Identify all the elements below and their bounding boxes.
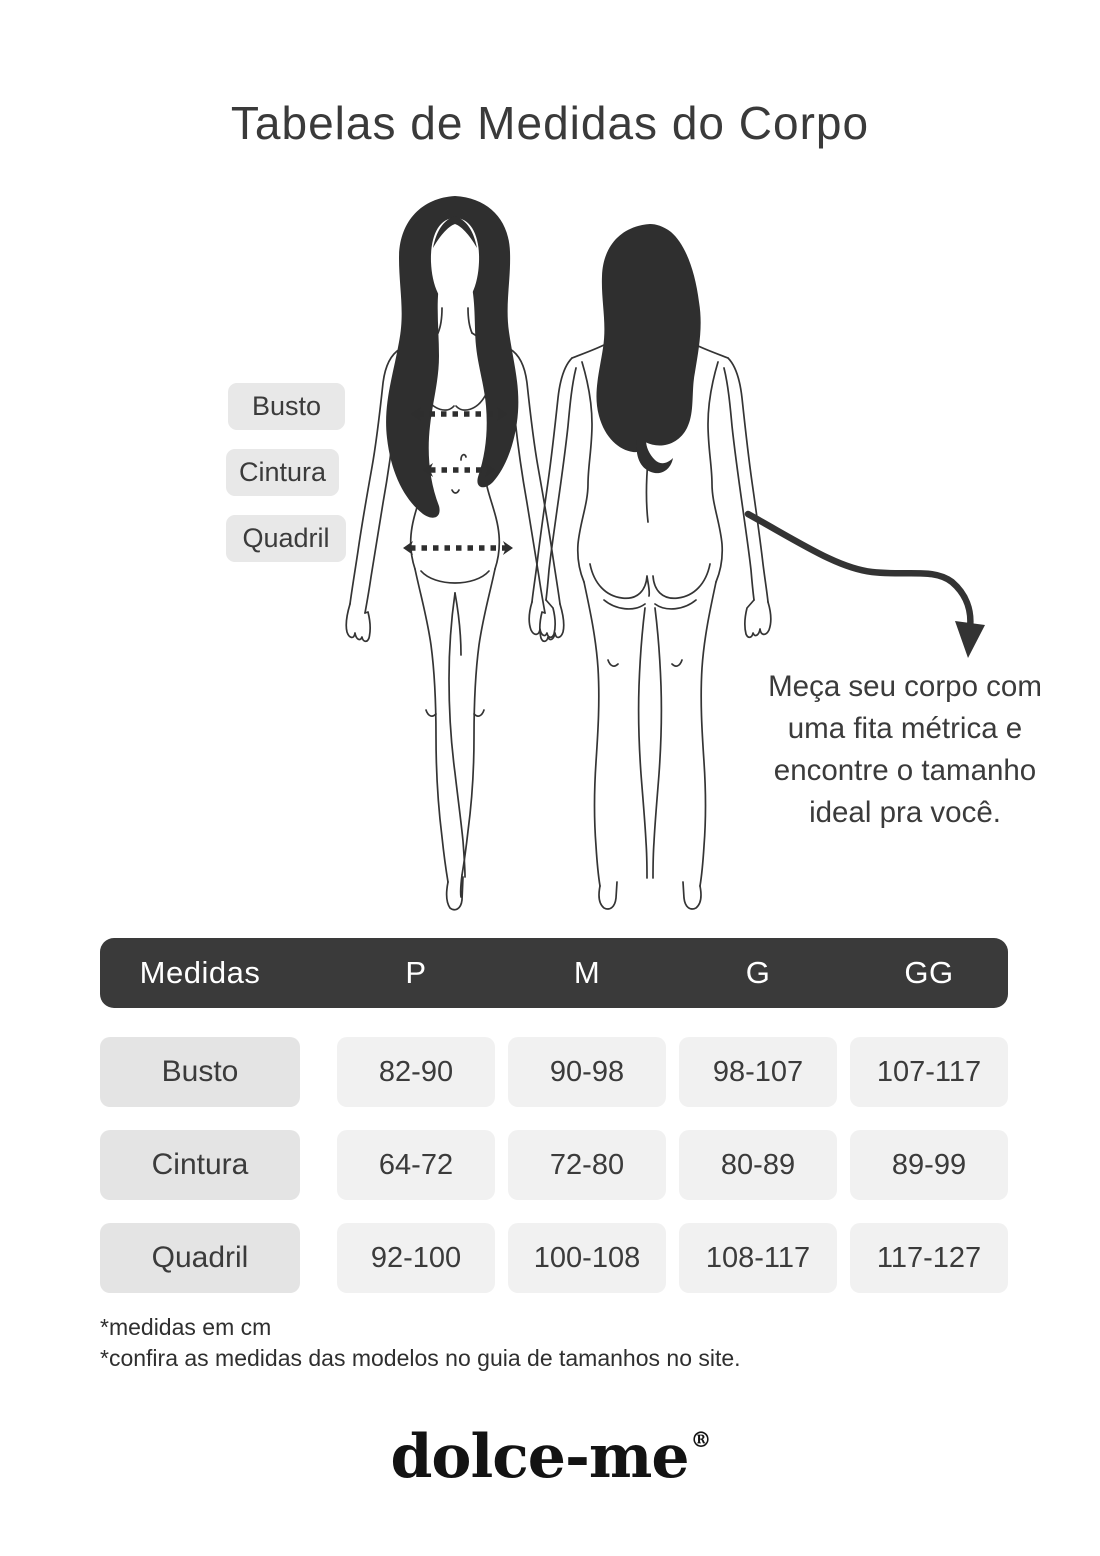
- size-value-cell: 64-72: [337, 1130, 495, 1200]
- table-row-busto: [100, 1037, 1008, 1107]
- table-row-quadril: [100, 1223, 1008, 1293]
- brand-logo-text: dolce-me: [390, 1422, 689, 1492]
- table-row-cintura: [100, 1130, 1008, 1200]
- measurement-label-cintura: Cintura: [226, 449, 339, 496]
- size-value-cell: 108-117: [679, 1223, 837, 1293]
- row-label: Busto: [100, 1037, 300, 1107]
- instruction-line: ideal pra você.: [809, 796, 1001, 829]
- size-table-header: [100, 938, 1008, 1008]
- registered-trademark-symbol: ®: [690, 1427, 712, 1452]
- footnote: *medidas em cm: [100, 1314, 272, 1340]
- hip-measure-line: [403, 541, 513, 555]
- size-value-cell: 72-80: [508, 1130, 666, 1200]
- measurement-label-busto: Busto: [228, 383, 345, 430]
- instruction-line: uma fita métrica e: [787, 712, 1023, 745]
- back-figure-illustration: [529, 224, 771, 909]
- size-value-cell: 82-90: [337, 1037, 495, 1107]
- footnotes: [100, 1312, 741, 1374]
- header-cell-size-p: P: [405, 955, 427, 990]
- size-value-cell: 107-117: [850, 1037, 1008, 1107]
- instruction-text: [738, 666, 1072, 834]
- header-cell-size-m: M: [573, 955, 601, 990]
- header-cell-size-g: G: [745, 955, 771, 990]
- row-label: Quadril: [100, 1223, 300, 1293]
- size-value-cell: 117-127: [850, 1223, 1008, 1293]
- curved-arrow-icon: [738, 498, 1000, 673]
- footnote: *confira as medidas das modelos no guia de tamanhos no site.: [100, 1345, 741, 1371]
- instruction-line: encontre o tamanho: [773, 754, 1037, 787]
- row-label: Cintura: [100, 1130, 300, 1200]
- size-value-cell: 100-108: [508, 1223, 666, 1293]
- page-title: Tabelas de Medidas do Corpo: [230, 97, 870, 149]
- body-measurement-illustration: [330, 190, 790, 930]
- brand-logo: [0, 1422, 1100, 1492]
- size-value-cell: 90-98: [508, 1037, 666, 1107]
- size-value-cell: 89-99: [850, 1130, 1008, 1200]
- size-value-cell: 92-100: [337, 1223, 495, 1293]
- size-value-cell: 80-89: [679, 1130, 837, 1200]
- header-cell-size-gg: GG: [904, 955, 954, 990]
- instruction-line: Meça seu corpo com: [768, 670, 1042, 703]
- size-value-cell: 98-107: [679, 1037, 837, 1107]
- header-cell-medidas: Medidas: [139, 955, 261, 990]
- front-figure-illustration: [346, 196, 564, 910]
- measurement-label-quadril: Quadril: [226, 515, 346, 562]
- size-table: [100, 938, 1008, 1316]
